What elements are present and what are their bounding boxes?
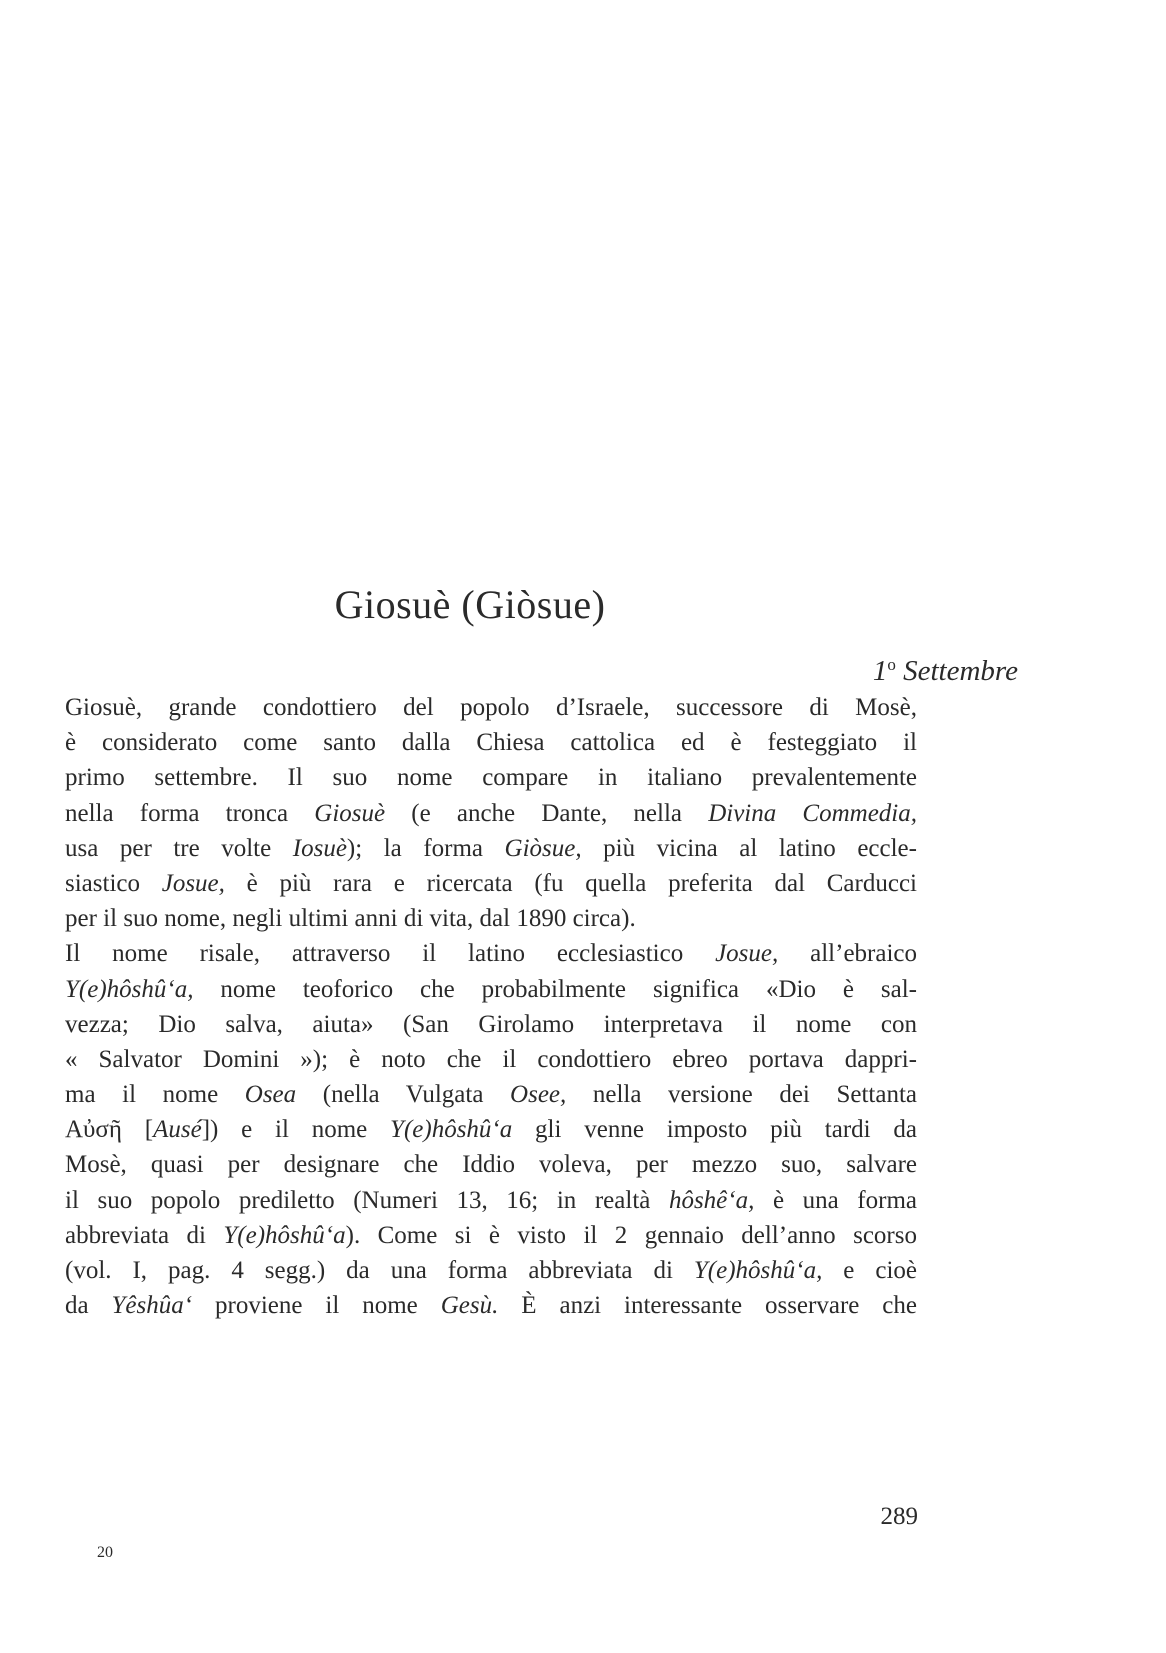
text-run: è considerato come santo dalla Chiesa cattolica ed è festeggiato il — [65, 729, 917, 757]
text-line — [65, 901, 917, 936]
feast-day: 1 — [872, 655, 888, 687]
italic-term: Y(e)hôshû‘a, — [65, 975, 194, 1003]
text-run: Αὐσῆ [ — [65, 1116, 154, 1144]
text-run: siastico — [65, 869, 162, 897]
italic-term: Josue, — [715, 940, 779, 968]
text-run: vezza; Dio salva, aiuta» (San Girolamo interpretava il nome con — [65, 1010, 917, 1038]
text-run: È anzi interessante osservare che — [498, 1292, 917, 1320]
text-run: nella forma tronca — [65, 799, 315, 827]
text-line — [65, 972, 917, 1007]
text-line — [65, 796, 917, 831]
italic-term: Y(e)hôshû‘a — [223, 1221, 346, 1249]
text-run: all’ebraico — [778, 940, 918, 968]
text-run: per il suo nome, negli ultimi anni di vita, dal 1890 circa). — [65, 905, 636, 933]
text-line — [65, 1077, 917, 1112]
text-run: e cioè — [822, 1257, 917, 1284]
text-run: (nella Vulgata — [296, 1081, 511, 1109]
text-run: è una forma — [754, 1186, 917, 1214]
text-line — [65, 1288, 917, 1323]
text-run: più vicina al latino eccle- — [581, 834, 917, 862]
text-run: gli venne imposto più tardi da — [512, 1116, 917, 1144]
text-line — [65, 1042, 917, 1077]
feast-month: Settembre — [903, 655, 1018, 687]
text-run: Giosuè, grande condottiero del popolo d’Israele, successore di Mosè, — [65, 694, 917, 721]
text-line — [65, 725, 917, 760]
text-run: Il nome risale, attraverso il latino ecclesiastico — [65, 940, 716, 968]
italic-term: Giòsue, — [504, 834, 582, 862]
italic-term: Divina Commedia, — [708, 799, 917, 827]
feast-date — [873, 656, 1018, 686]
italic-term: Osee, — [510, 1081, 567, 1109]
text-run: proviene il nome — [192, 1292, 441, 1320]
body-text — [65, 690, 917, 1323]
text-line — [65, 1253, 917, 1288]
page-title: Giosuè (Giòsue) — [334, 582, 606, 627]
text-line — [65, 690, 917, 725]
text-line — [65, 760, 917, 795]
italic-term: Ausé — [153, 1116, 202, 1144]
text-line — [65, 936, 917, 971]
italic-term: hôshê‘a, — [668, 1186, 755, 1214]
text-run: Mosè, quasi per designare che Iddio voleva, per mezzo suo, salvare — [65, 1151, 917, 1179]
text-run: ma il nome — [65, 1081, 245, 1109]
text-run: (vol. I, pag. 4 segg.) da una forma abbreviata di — [65, 1257, 694, 1284]
text-line — [65, 1218, 917, 1253]
text-run: da — [65, 1292, 112, 1320]
italic-term: Gesù. — [440, 1292, 499, 1320]
text-run: abbreviata di — [65, 1221, 224, 1249]
feast-day-ordinal: o — [887, 655, 896, 674]
text-line — [65, 831, 917, 866]
text-run: « Salvator Domini »); è noto che il condottiero ebreo portava dappri- — [65, 1045, 917, 1073]
text-run: nella versione dei Settanta — [566, 1081, 917, 1109]
text-line — [65, 1183, 917, 1218]
signature-mark: 20 — [97, 1544, 113, 1561]
text-run: nome teoforico che probabilmente significa «Dio è sal- — [193, 975, 917, 1003]
text-run: ); la forma — [346, 834, 505, 862]
page-number: 289 — [880, 1503, 918, 1530]
italic-term: Giosuè — [314, 799, 386, 827]
text-line — [65, 1007, 917, 1042]
text-run: ]) e il nome — [201, 1116, 391, 1144]
italic-term: Y(e)hôshû‘a, — [693, 1257, 823, 1284]
text-line — [65, 1112, 917, 1147]
text-line — [65, 1147, 917, 1182]
text-run: (e anche Dante, nella — [385, 799, 709, 827]
italic-term: Y(e)hôshû‘a — [390, 1116, 513, 1144]
text-run: primo settembre. Il suo nome compare in italiano prevalentemente — [65, 764, 917, 792]
italic-term: Yêshûa‘ — [111, 1292, 193, 1320]
italic-term: Iosuè — [292, 834, 347, 862]
italic-term: Josue, — [161, 869, 225, 897]
text-line — [65, 866, 917, 901]
italic-term: Osea — [244, 1081, 297, 1109]
text-run: usa per tre volte — [65, 834, 293, 862]
text-run: ). Come si è visto il 2 gennaio dell’anno scorso — [345, 1221, 917, 1249]
text-run: è più rara e ricercata (fu quella preferita dal Carducci — [224, 869, 917, 897]
text-run: il suo popolo prediletto (Numeri 13, 16; in realtà — [65, 1186, 669, 1214]
